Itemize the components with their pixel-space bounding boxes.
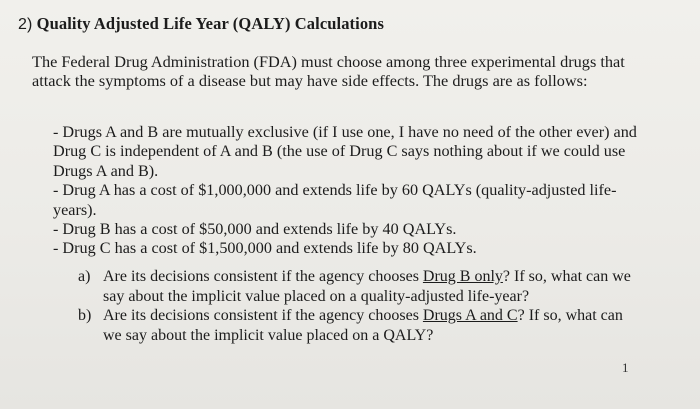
list-item: - Drug A has a cost of $1,000,000 and extends life by 60 QALYs (quality-adjusted life-years). [53,181,617,219]
intro-paragraph: The Federal Drug Administration (FDA) must choose among three experimental drugs that attack the symptoms of a disease but may have side effects. The drugs are as follows: [32,52,625,90]
question-marker: b) [78,307,92,324]
drug-list [53,123,643,259]
underlined-choice: Drugs A and C [422,307,518,324]
question-list [78,267,638,345]
list-item: - Drugs A and B are mutually exclusive (if I use one, I have no need of the other ever) and Drug C is independent of A and B (the use of Drug C says nothing about if we could use Drugs A and B). [53,123,637,180]
question-text-end: ? If so, what can we say about the implicit value placed on a quality-adjusted life-year? [103,268,631,305]
underlined-choice: Drug B only [422,268,503,285]
list-item: - Drug B has a cost of $50,000 and extends life by 40 QALYs. [53,220,457,239]
question-text-end: ? If so, what can we say about the implicit value placed on a QALY? [103,307,623,344]
question-marker: a) [78,268,91,285]
question-number: 2) [18,16,33,33]
page-title [18,14,384,34]
question-a [78,267,638,306]
question-text: Are its decisions consistent if the agency chooses [103,268,423,285]
question-text: Are its decisions consistent if the agency chooses [103,307,423,324]
question-b [78,306,638,345]
list-item: - Drug C has a cost of $1,500,000 and extends life by 80 QALYs. [53,239,477,258]
title-text: Quality Adjusted Life Year (QALY) Calculations [36,14,384,33]
page-number: 1 [622,360,629,375]
